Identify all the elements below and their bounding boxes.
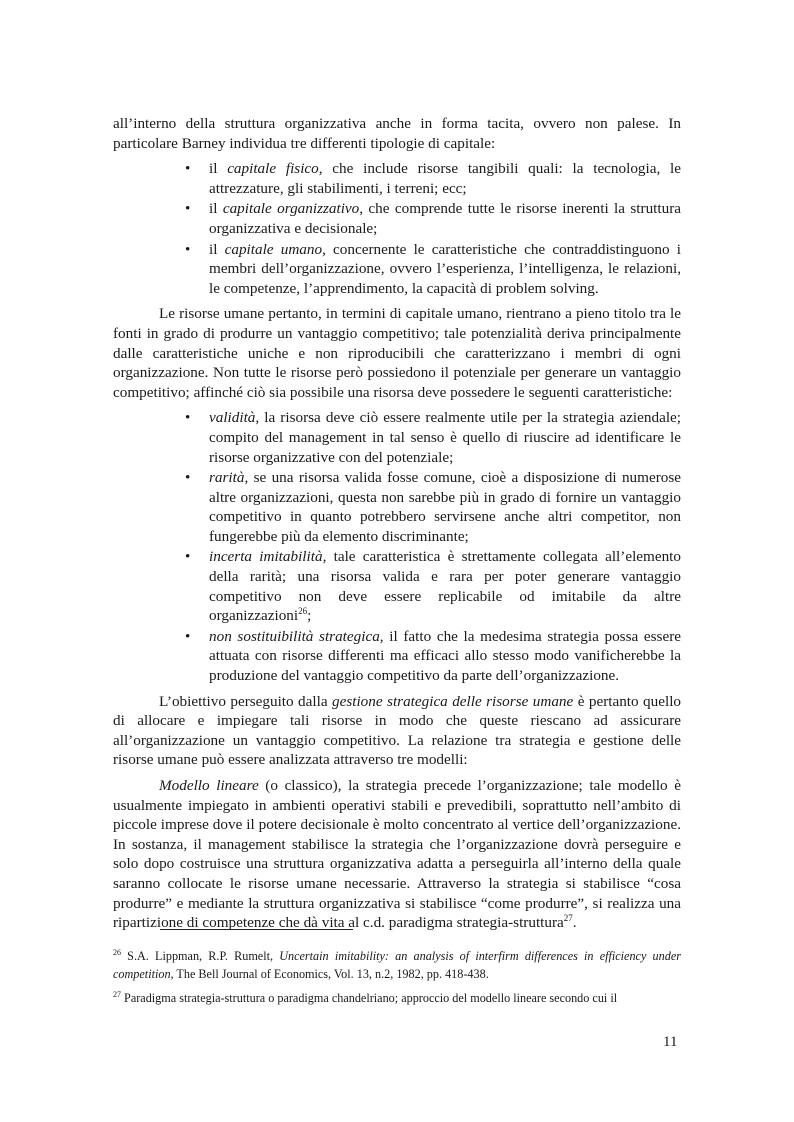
page-number: 11	[663, 1034, 678, 1050]
text-after: è pertanto quello di allocare e impiegare tali risorse in modo che queste riescano ad assicurare all’organizzazione un vantaggio competitivo. La relazione tra strategia e gestione delle risorse umane può essere analizzata attraverso tre modelli:	[113, 692, 682, 769]
characteristics-list	[113, 408, 681, 685]
footnote-ref-26[interactable]: 26	[298, 606, 308, 617]
description: , tale caratteristica è strettamente collegata all’elemento della rarità; una risorsa valida e rara per poter generare vantaggio competitivo non deve essere replicabile od imitabile da altre organizzazioni	[209, 548, 681, 625]
emphasis: gestione strategica delle risorse umane	[332, 692, 574, 710]
footnote-number: 26	[113, 947, 121, 957]
description: , che comprende tutte le risorse inerenti la struttura organizzativa e decisionale;	[209, 200, 681, 237]
list-item: • il capitale organizzativo, che comprende tutte le risorse inerenti la struttura organizzativa e decisionale;	[209, 199, 681, 238]
list-item	[209, 627, 681, 686]
list-item: • il capitale fisico, che include risorse tangibili quali: la tecnologia, le attrezzature, gli stabilimenti, i terreni; ecc;	[209, 159, 681, 198]
footnote-27	[113, 990, 681, 1008]
footnote-title: Uncertain imitability: an analysis of interfirm differences in efficiency under competition	[113, 949, 681, 981]
term: capitale organizzativo	[222, 200, 360, 218]
text-before: L’obiettivo perseguito dalla	[159, 692, 332, 710]
term: validità	[209, 409, 256, 427]
capital-types-list	[113, 159, 681, 298]
term: capitale umano	[224, 240, 323, 258]
footnote-divider	[160, 929, 353, 930]
footnote-number: 27	[113, 989, 121, 999]
linear-model-paragraph	[113, 776, 681, 933]
footnote-ref-27[interactable]: 27	[563, 913, 573, 924]
description: , la risorsa deve ciò essere realmente utile per la strategia aziendale; compito del management in tal senso è quello di riuscire ad identificare le risorse organizzative con del potenziale;	[209, 409, 681, 466]
tail: ;	[307, 607, 312, 625]
resources-paragraph: Le risorse umane pertanto, in termini di capitale umano, rientrano a pieno titolo tra le fonti in grado di produrre un vantaggio competitivo; tale potenzialità deriva principalmente dalle caratteristiche uniche e non riproducibili che caratterizzano i membri di ogni organizzazione. Non tutte le risorse però possiedono il potenziale per generare un vantaggio competitivo; affinché ciò sia possibile una risorsa deve possedere le seguenti caratteristiche:	[113, 305, 681, 401]
footnote-26	[113, 948, 681, 983]
list-item	[209, 547, 681, 625]
text: (o classico), la strategia precede l’organizzazione; tale modello è usualmente impiegato in ambienti operativi stabili e prevedibili, soprattutto nell’ambito di piccole imprese dove il potere decisionale è molto concentrato al vertice dell’organizzazione. In sostanza, il management stabilisce la strategia che l’organizzazione dovrà perseguire e solo dopo costruisce una struttura organizzativa adatta a perseguirla all’interno della quale saranno collocate le risorse umane necessarie. Attraverso la strategia si stabilisce “cosa produrre” e mediante la struttura organizzativa si stabilisce “come produrre”, si realizza una ripartizione di competenze che dà vita al c.d. paradigma strategia-struttura	[113, 777, 681, 932]
footnote-text: Paradigma strategia-struttura o paradigma chandelriano; approccio del modello lineare secondo cui il	[121, 991, 618, 1005]
term: rarità	[209, 469, 245, 487]
emphasis: Modello lineare	[159, 777, 259, 794]
list-item: • il capitale umano, concernente le caratteristiche che contraddistinguono i membri dell’organizzazione, ovvero l’esperienza, l’intelligenza, le relazioni, le competenze, l’apprendimento, la capacità di problem solving.	[209, 240, 681, 299]
body-text	[113, 114, 681, 933]
footnote-authors: S.A. Lippman, R.P. Rumelt,	[121, 949, 280, 963]
footnote-rest: , The Bell Journal of Economics, Vol. 13, n.2, 1982, pp. 418-438.	[170, 966, 489, 981]
description: , concernente le caratteristiche che contraddistinguono i membri dell’organizzazione, ovvero l’esperienza, l’intelligenza, le relazioni, le competenze, l’apprendimento, la capacità di problem solving.	[209, 240, 681, 297]
list-item	[209, 468, 681, 546]
intro-paragraph: all’interno della struttura organizzativa anche in forma tacita, ovvero non palese. In particolare Barney individua tre differenti tipologie di capitale:	[113, 115, 681, 152]
description: , il fatto che la medesima strategia possa essere attuata con risorse differenti ma efficaci allo stesso modo vanificherebbe la produzione del vantaggio competitivo da parte dell’organizzazione.	[209, 627, 681, 685]
objective-paragraph	[113, 692, 681, 770]
list-item	[209, 408, 681, 467]
term: non sostituibilità strategica	[209, 627, 380, 645]
footnotes	[113, 948, 681, 1015]
term: capitale fisico	[227, 160, 319, 178]
tail: .	[572, 914, 577, 932]
description: , che include risorse tangibili quali: la tecnologia, le attrezzature, gli stabilimenti, i terreni; ecc;	[209, 160, 681, 197]
term: incerta imitabilità	[209, 548, 323, 566]
description: , se una risorsa valida fosse comune, cioè a disposizione di numerose altre organizzazioni, questa non sarebbe più in grado di fornire un vantaggio competitivo in quanto potrebbero servirsene anche altri competitor, non fungerebbe più da elemento discriminante;	[209, 469, 681, 545]
